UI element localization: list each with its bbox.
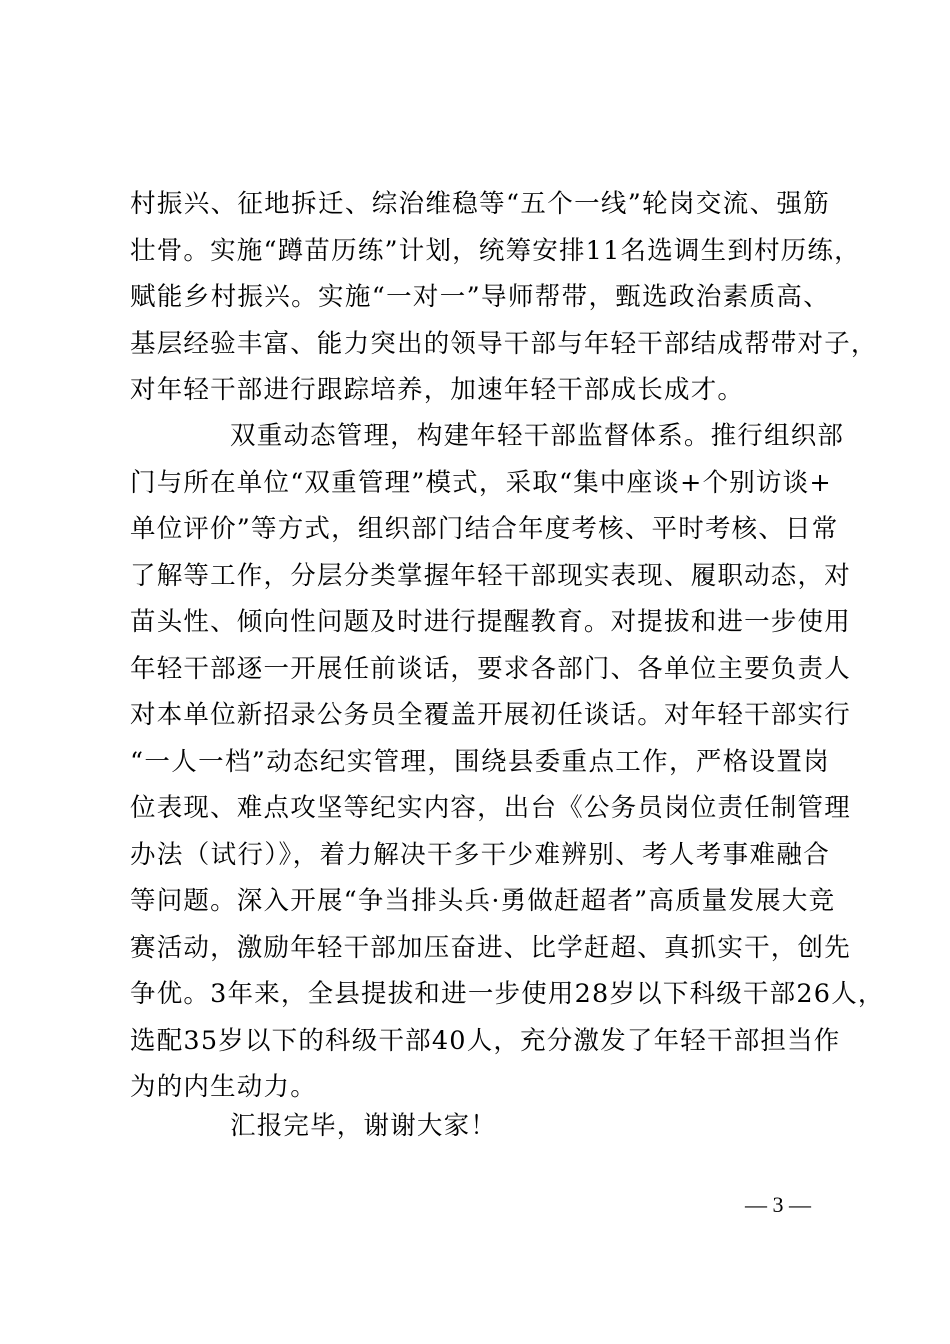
text-line: 等问题。深入开展“争当排头兵·勇做赶超者”高质量发展大竞 (130, 886, 836, 916)
text-line: 赛活动，激励年轻干部加压奋进、比学赶超、真抓实干，创先 (130, 932, 851, 963)
text-line: 选配35岁以下的科级干部40人，充分激发了年轻干部担当作 (130, 1025, 841, 1056)
text-line: 办法（试行）》，着力解决干多干少难辨别、考人考事难融合 (130, 839, 830, 870)
text-line: 年轻干部逐一开展任前谈话，要求各部门、各单位主要负责人 (130, 653, 851, 684)
text-line: 苗头性、倾向性问题及时进行提醒教育。对提拔和进一步使用 (130, 607, 851, 637)
text-line: 壮骨。实施“蹲苗历练”计划，统筹安排11名选调生到村历练， (130, 235, 861, 266)
text-line: 对年轻干部进行跟踪培养，加速年轻干部成长成才。 (130, 375, 745, 405)
text-line: 门与所在单位“双重管理”模式，采取“集中座谈+个别访谈+ (130, 467, 832, 498)
text-line: 赋能乡村振兴。实施“一对一”导师帮带，甄选政治素质高、 (130, 282, 830, 312)
page-number: — 3 — (745, 1192, 811, 1217)
paragraph-2 (130, 413, 885, 1111)
closing-line: 汇报完毕，谢谢大家！ (230, 1111, 498, 1141)
text-line: 位表现、难点攻坚等纪实内容，出台《公务员岗位责任制管理 (130, 793, 851, 823)
text-line: 为的内生动力。 (130, 1072, 317, 1102)
text-line: 双重动态管理，构建年轻干部监督体系。推行组织部 (230, 421, 845, 451)
closing-remark (130, 1103, 830, 1150)
text-line: 争优。3年来，全县提拔和进一步使用28岁以下科级干部26人， (130, 979, 885, 1009)
text-line: 对本单位新招录公务员全覆盖开展初任谈话。对年轻干部实行 (130, 700, 851, 730)
text-line: 单位评价”等方式，组织部门结合年度考核、平时考核、日常 (130, 514, 839, 544)
text-line: “一人一档”动态纪实管理，围绕县委重点工作，严格设置岗 (130, 746, 830, 777)
text-line: 了解等工作，分层分类掌握年轻干部现实表现、履职动态，对 (130, 560, 851, 591)
text-line: 村振兴、征地拆迁、综治维稳等“五个一线”轮岗交流、强筋 (130, 189, 830, 219)
text-line: 基层经验丰富、能力突出的领导干部与年轻干部结成帮带对子， (130, 328, 878, 359)
paragraph-1 (130, 181, 878, 414)
